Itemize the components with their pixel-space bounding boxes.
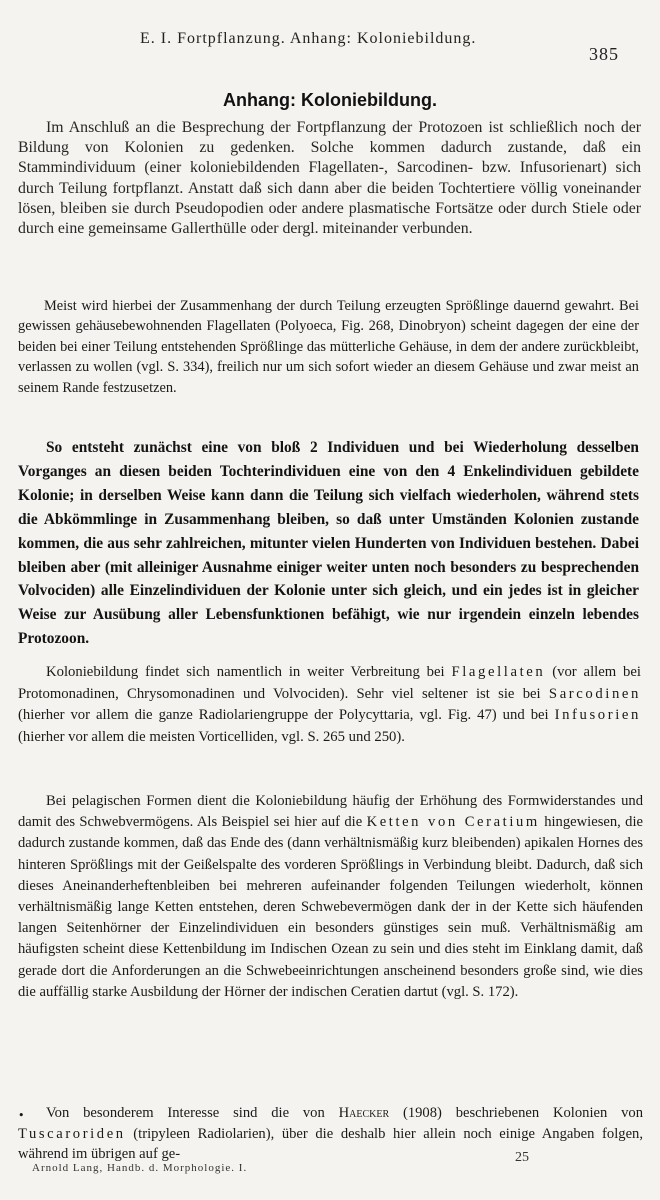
page-number: 385 bbox=[589, 44, 619, 64]
margin-bullet: • bbox=[18, 1109, 25, 1122]
text-run: Bei pelagischen Formen dient die Koloniebildung häufig der Erhöhung des Formwiderstandes und damit des Schwebvermögens. Als Beispiel sei hier auf die bbox=[18, 793, 643, 831]
text-run: (vor allem bei Protomonadinen, Chrysomonadinen und Volvociden). Sehr viel seltener ist sie bei bbox=[18, 664, 641, 702]
text-run: hingewiesen, die dadurch zustande kommen, daß das Ende des (dann verhältnismäßig kurz bleibenden) apikalen Hornes des hinteren Sprößlings mit der Geißelspalte des vorderen Sprößlings in Verbindung bleibt. Dadurch, daß sich dieses Aneinanderheftenbleiben bei mehreren aufeinander folgenden Teilungen wiederholt, können verhältnismäßig lange Ketten entstehen, deren Schwebevermögen dank der in der Kette sich häufenden langen Seitenhörner der Einzelindividuen ein besonders günstiges sein muß. Verhältnismäßig am häufigsten scheint diese Kettenbildung im Indischen Ozean zu sein und dies steht im Einklang damit, daß gerade dort die Anforderungen an die Schwebeeinrichtungen anscheinend besonders große sind, wie dies die auffällig starke Ausbildung der Hörner der indischen Ceratien dartut (vgl. S. 172). bbox=[18, 814, 643, 1000]
author-haecker: Haecker bbox=[338, 1105, 390, 1121]
text-run: (tripyleen Radiolarien), über die deshalb hier allein noch einige Angaben folgen, während im übrigen auf ge- bbox=[18, 1125, 643, 1163]
paragraph-intro: Im Anschluß an die Besprechung der Fortpflanzung der Protozoen ist schließlich noch der Bildung von Kolonien zu gedenken. Solche kommen dadurch zustande, daß ein Stammindividuum (einer koloniebildenden Flagellaten-, Sarcodinen- bzw. Infusorienart) sich durch Teilung fortpflanzt. Anstatt daß sich dann aber die beiden Tochtertiere völlig voneinander lösen, bleiben sie durch Pseudopodien oder andere plasmatische Fortsätze oder durch Stiele oder durch eine gemeinsame Gallerthülle oder dergl. miteinander verbunden. bbox=[18, 119, 641, 238]
term-infusorien: Infusorien bbox=[554, 707, 641, 724]
term-sarcodinen: Sarcodinen bbox=[548, 685, 641, 702]
paragraph-pelagisch bbox=[18, 791, 643, 1003]
term-flagellaten: Flagellaten bbox=[451, 664, 546, 680]
paragraph-meist: Meist wird hierbei der Zusammenhang der durch Teilung erzeugten Sprößlinge dauernd gewahrt. Bei gewissen gehäusebewohnenden Flagellaten (Polyoeca, Fig. 268, Dinobryon) scheint dagegen der eine der beiden bei einer Teilung entstehenden Sprößlinge das mütterliche Gehäuse, in dem der andere zurückbleibt, verlassen zu wollen (vgl. S. 334), freilich nur um sich sofort wieder an diesem Gehäuse und zwar meist an seinem Rande festzusetzen. bbox=[18, 298, 639, 396]
text-run: (hierher vor allem die ganze Radiolariengruppe der Polycyttaria, vgl. Fig. 47) und bei bbox=[18, 707, 555, 724]
term-tuscaroriden: Tuscaroriden bbox=[18, 1125, 126, 1142]
paragraph-entsteht: So entsteht zunächst eine von bloß 2 Individuen und bei Wiederholung desselben Vorganges an diesen beiden Tochterindividuen eine von den 4 Enkelindividuen gebildete Kolonie; in derselben Weise kann dann die Teilung sich vielfach wiederholen, während stets die Abkömmlinge in Zusammenhang bleiben, so daß unter Umständen Kolonien zustande kommen, die aus sehr zahlreichen, mitunter vielen Hunderten von Individuen bestehen. Dabei bleiben aber (mit alleiniger Ausnahme einiger weiter unten noch besonders zu besprechenden Volvociden) alle Einzelindividuen der Kolonie unter sich gleich, und ein jedes ist in gleicher Weise zur Ausübung aller Lebensfunktionen befähigt, wie nur irgendein einzeln lebendes Protozoon. bbox=[18, 439, 639, 648]
running-head: E. I. Fortpflanzung. Anhang: Koloniebildung. bbox=[140, 30, 477, 47]
text-run: (hierher vor allem die meisten Vorticelliden, vgl. S. 265 und 250). bbox=[18, 728, 405, 745]
text-run: Koloniebildung findet sich namentlich in weiter Verbreitung bei bbox=[46, 664, 452, 680]
text-run: Von besonderem Interesse sind die von bbox=[46, 1105, 339, 1121]
footer-citation: Arnold Lang, Handb. d. Morphologie. I. bbox=[32, 1162, 248, 1174]
section-heading: Anhang: Koloniebildung. bbox=[223, 90, 437, 110]
term-ketten-von-ceratium: Ketten von Ceratium bbox=[366, 814, 540, 831]
text-run: (1908) beschriebenen Kolonien von bbox=[389, 1105, 643, 1121]
paragraph-besonders bbox=[18, 1103, 643, 1165]
signature-mark: 25 bbox=[515, 1150, 529, 1165]
paragraph-koloniebildung bbox=[18, 662, 641, 748]
